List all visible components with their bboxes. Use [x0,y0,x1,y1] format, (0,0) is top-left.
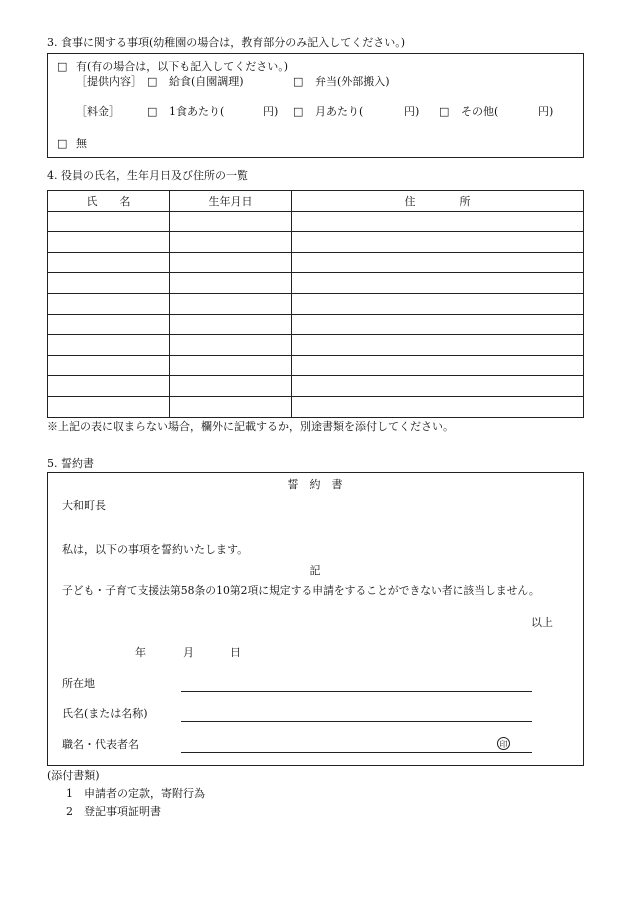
table-cell[interactable] [48,314,170,335]
table-cell[interactable] [170,396,292,417]
fee-per-month: 月あたり( [315,105,364,118]
table-cell[interactable] [292,273,584,294]
provision-label: ［提供内容］ [76,75,142,88]
pledge-clause: 子ども・子育て支援法第58条の10第2項に規定する申請をすることができない者に該当しません。 [62,584,540,597]
field-label-representative: 職名・代表者名 [62,738,139,751]
fee-per-meal: 1食あたり( [169,105,225,118]
checkbox-bento[interactable]: □ [293,75,304,88]
table-row [48,355,584,376]
table-cell[interactable] [292,211,584,232]
table-cell[interactable] [292,252,584,273]
table-cell[interactable] [292,396,584,417]
field-line-name[interactable] [181,721,532,722]
pledge-heading: 5. 誓約書 [47,457,94,470]
addressee: 大和町長 [62,499,106,512]
table-cell[interactable] [48,252,170,273]
meals-heading: 3. 食事に関する事項(幼稚園の場合は，教育部分のみ記入してください。) [47,36,406,49]
pledge-title: 誓 約 書 [287,478,343,491]
field-line-location[interactable] [181,691,532,692]
checkbox-no[interactable]: □ [57,137,68,150]
table-cell[interactable] [292,314,584,335]
table-row [48,335,584,356]
table-cell[interactable] [170,273,292,294]
table-cell[interactable] [48,396,170,417]
table-cell[interactable] [170,293,292,314]
checkbox-other[interactable]: □ [439,105,450,118]
fee-other-yen: 円) [538,105,554,118]
table-cell[interactable] [292,376,584,397]
table-cell[interactable] [48,232,170,253]
column-name: 氏 名 [48,191,170,212]
column-birthdate: 生年月日 [170,191,292,212]
table-cell[interactable] [170,314,292,335]
attachment-item: 2 登記事項証明書 [66,805,161,818]
fee-label: ［料金］ [76,105,120,118]
table-cell[interactable] [170,211,292,232]
table-cell[interactable] [48,335,170,356]
officers-table [47,190,584,418]
attachment-item: 1 申請者の定款，寄附行為 [66,787,205,800]
checkbox-per-meal[interactable]: □ [147,105,158,118]
table-cell[interactable] [170,376,292,397]
ki-label: 記 [309,564,321,577]
table-row [48,273,584,294]
table-row [48,232,584,253]
checkbox-kyushoku[interactable]: □ [147,75,158,88]
table-cell[interactable] [48,355,170,376]
no-label: 無 [76,137,87,150]
fee-other: その他( [461,105,499,118]
table-row [48,293,584,314]
table-row [48,211,584,232]
table-cell[interactable] [170,335,292,356]
table-cell[interactable] [292,335,584,356]
pledge-statement: 私は，以下の事項を誓約いたします。 [62,543,249,556]
table-cell[interactable] [170,232,292,253]
officers-heading: 4. 役員の氏名，生年月日及び住所の一覧 [47,169,248,182]
provision-kyushoku: 給食(自園調理) [169,75,244,88]
table-row [48,252,584,273]
field-label-name: 氏名(または名称) [62,707,148,720]
column-address: 住 所 [292,191,584,212]
table-cell[interactable] [292,232,584,253]
provision-bento: 弁当(外部搬入) [315,75,390,88]
date-month: 月 [183,646,194,659]
table-cell[interactable] [48,293,170,314]
date-day: 日 [230,646,241,659]
table-cell[interactable] [48,376,170,397]
table-cell[interactable] [48,273,170,294]
fee-per-month-yen: 円) [404,105,420,118]
checkbox-per-month[interactable]: □ [293,105,304,118]
fee-per-meal-yen: 円) [263,105,279,118]
field-label-location: 所在地 [62,677,95,690]
table-row [48,314,584,335]
table-cell[interactable] [48,211,170,232]
table-row [48,376,584,397]
table-header-row [48,191,584,212]
date-year: 年 [135,646,146,659]
field-line-representative[interactable] [181,752,532,753]
officers-note: ※上記の表に収まらない場合，欄外に記載するか，別途書類を添付してください。 [47,420,454,433]
table-row [48,396,584,417]
checkbox-yes[interactable]: □ [57,60,68,73]
attachments-heading: (添付書類) [47,769,100,782]
ijou-label: 以上 [531,616,553,629]
yes-label: 有(有の場合は，以下も記入してください。) [76,60,289,73]
table-cell[interactable] [170,252,292,273]
table-cell[interactable] [170,355,292,376]
table-cell[interactable] [292,293,584,314]
table-cell[interactable] [292,355,584,376]
seal-icon: 印 [497,737,510,750]
